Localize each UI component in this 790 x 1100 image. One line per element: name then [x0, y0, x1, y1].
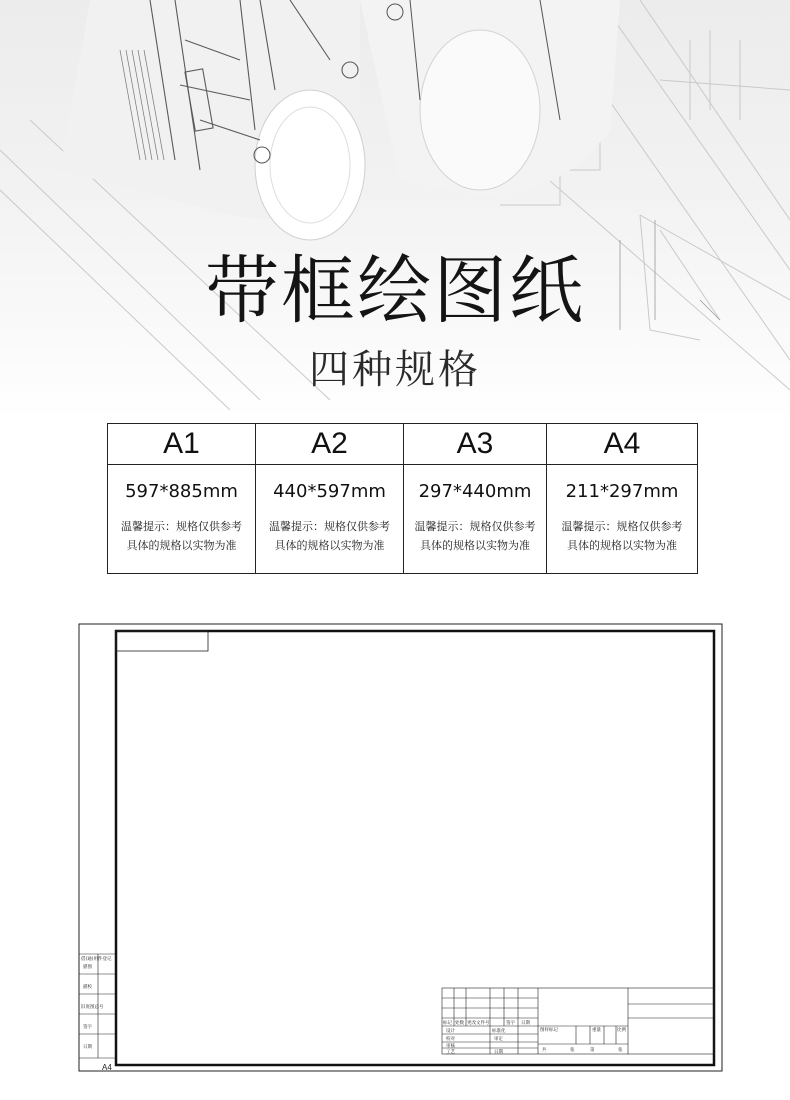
note-line-2: 具体的规格以实物为准	[567, 539, 677, 552]
note-cell-a2	[256, 517, 404, 574]
size-spec-table	[107, 423, 698, 574]
drawing-frame	[0, 600, 790, 1100]
note-line-2: 具体的规格以实物为准	[420, 539, 530, 552]
size-cell-a4: A4	[547, 424, 698, 465]
dims-cell-a4: 211*297mm	[547, 465, 698, 518]
page-title: 带框绘图纸	[205, 248, 585, 334]
note-cell-a1	[108, 517, 256, 574]
size-header-row	[108, 424, 698, 465]
tb-stage-label: 图样标记	[540, 1028, 558, 1033]
note-line-1: 温馨提示：规格仅供参考	[414, 520, 536, 533]
tb-header-5: 日期	[521, 1021, 530, 1026]
note-cell-a4	[547, 517, 698, 574]
note-line-1: 温馨提示：规格仅供参考	[269, 520, 390, 533]
tb-header-2: 处数	[455, 1021, 464, 1026]
tb-header-3: 更改文件号	[467, 1021, 490, 1026]
size-cell-a1: A1	[108, 424, 256, 465]
tb-header-4: 签字	[506, 1021, 515, 1026]
note-line-1: 温馨提示：规格仅供参考	[561, 520, 683, 533]
dims-cell-a3: 297*440mm	[404, 465, 547, 518]
tb-left-1b: 标准化	[492, 1029, 506, 1034]
side-label-4: 旧底图总号	[81, 1005, 104, 1010]
sheet-size-label: A4	[102, 1063, 112, 1072]
note-line-1: 温馨提示：规格仅供参考	[121, 520, 242, 533]
dims-cell-a1: 597*885mm	[108, 465, 256, 518]
note-row	[108, 517, 698, 574]
tb-weight-label: 重量	[592, 1028, 601, 1033]
tb-left-2a: 校对	[446, 1037, 455, 1042]
tb-left-2b: 审定	[494, 1037, 503, 1042]
size-cell-a2: A2	[256, 424, 404, 465]
size-cell-a3: A3	[404, 424, 547, 465]
tb-header-1: 标记	[443, 1021, 452, 1026]
tb-left-4b: 日期	[494, 1050, 503, 1055]
side-label-6: 日期	[83, 1045, 92, 1050]
hero-banner	[0, 0, 790, 420]
drawing-sheet-preview	[0, 600, 790, 1100]
tb-sheets-3: 第	[590, 1048, 595, 1053]
note-cell-a3	[404, 517, 547, 574]
tb-sheets-1: 共	[542, 1048, 547, 1053]
tb-sheets-4: 张	[618, 1048, 623, 1053]
side-label-2: 描图	[83, 965, 92, 970]
side-label-1: 借(通)用件登记	[81, 957, 112, 962]
tb-sheets-2: 张	[570, 1048, 575, 1053]
dims-cell-a2: 440*597mm	[256, 465, 404, 518]
tb-left-1a: 设计	[446, 1029, 455, 1034]
side-label-3: 描校	[83, 985, 92, 990]
note-line-2: 具体的规格以实物为准	[274, 539, 385, 552]
dimension-row	[108, 465, 698, 518]
tb-left-4a: 工艺	[446, 1050, 455, 1055]
side-label-5: 签字	[83, 1025, 92, 1030]
tb-left-3a: 审核	[446, 1044, 455, 1049]
note-line-2: 具体的规格以实物为准	[126, 539, 237, 552]
tb-scale-label: 比例	[617, 1028, 626, 1033]
page-subtitle: 四种规格	[309, 347, 481, 393]
